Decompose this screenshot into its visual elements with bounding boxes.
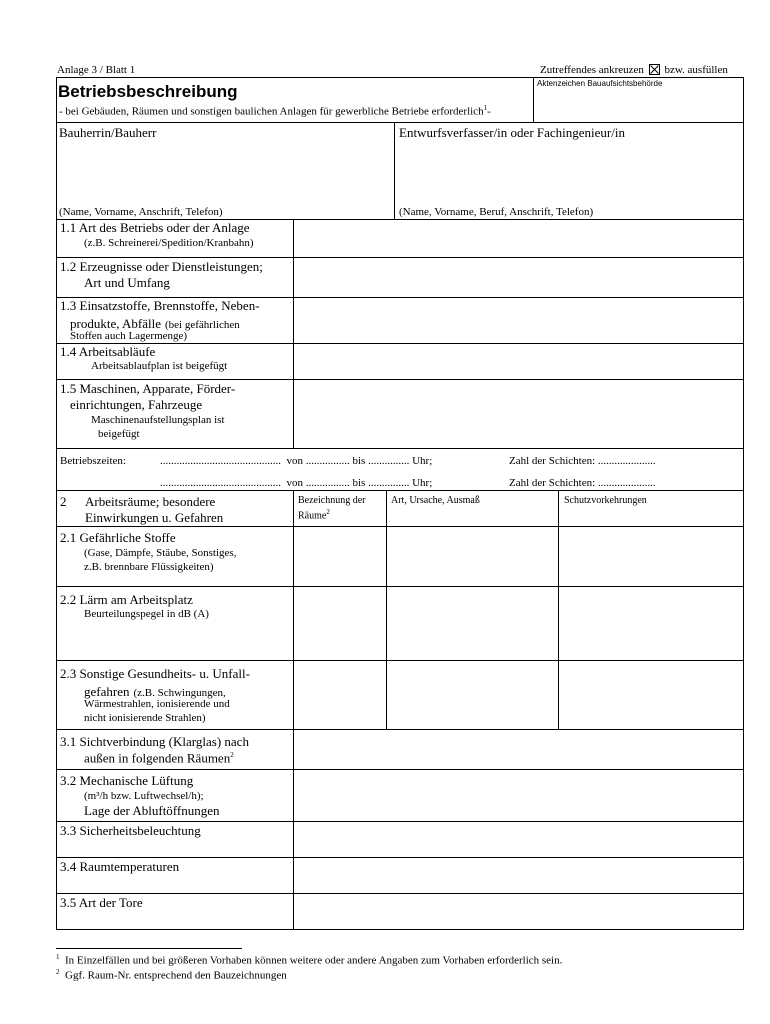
section-2-title: Arbeitsräume; besondere (85, 494, 216, 509)
shift-2-to-label: bis (352, 477, 366, 489)
section-1-4-hint: Arbeitsablaufplan ist beigefügt (91, 360, 228, 372)
section-1-3-title: 1.3 Einsatzstoffe, Brennstoffe, Neben- (60, 298, 260, 313)
shift-1-uhr: Uhr; (412, 455, 433, 467)
section-1-3-field[interactable] (294, 298, 742, 343)
section-2-1-protection-field[interactable] (559, 527, 742, 586)
footnote-1-text: In Einzelfällen und bei größeren Vorhaben können weitere oder andere Angaben zum Vorhaben erforderlich sein. (65, 954, 563, 967)
sheet-label: Anlage 3 / Blatt 1 (57, 64, 136, 76)
section-2-2-protection-field[interactable] (559, 587, 742, 660)
section-2-subtitle: Einwirkungen u. Gefahren (85, 510, 224, 525)
section-3-1-footnote: 2 (230, 751, 234, 759)
footnote-2-mark: 2 (56, 968, 60, 976)
section-2-1-cause-field[interactable] (387, 527, 557, 586)
section-2-2-title: 2.2 Lärm am Arbeitsplatz (60, 592, 193, 607)
shift-count-dots-1: ..................... (597, 455, 656, 467)
shifts-label: Betriebszeiten: (60, 455, 126, 467)
authority-reference-label: Aktenzeichen Bauaufsichtsbehörde (537, 79, 663, 88)
authority-reference-field[interactable] (534, 90, 743, 122)
section-1-2-title: 1.2 Erzeugnisse oder Dienstleistungen; (60, 259, 263, 274)
section-1-3-line2b: (bei gefährlichen (164, 319, 240, 331)
fill-instruction-after: bzw. ausfüllen (664, 64, 728, 76)
section-3-2-line2: (m³/h bzw. Luftwechsel/h); (84, 790, 204, 802)
section-2-2-rooms-field[interactable] (294, 587, 385, 660)
shift-1-from-dots: ................ (305, 455, 350, 467)
subtitle-text: - bei Gebäuden, Räumen und sonstigen baulichen Anlagen für gewerbliche Betriebe erforderlich (59, 105, 484, 118)
designer-field[interactable] (395, 142, 742, 204)
section-2-1-title: 2.1 Gefährliche Stoffe (60, 530, 176, 545)
shifts-row-2[interactable] (160, 477, 432, 490)
owner-hint: (Name, Vorname, Anschrift, Telefon) (59, 206, 223, 218)
section-1-2-subtitle: Art und Umfang (84, 275, 170, 290)
section-2-3-line3: Wärmestrahlen, ionisierende und (84, 698, 230, 710)
shift-count-label-2: Zahl der Schichten: (509, 477, 596, 489)
cause-header: Art, Ursache, Ausmaß (391, 495, 480, 506)
section-3-5-field[interactable] (294, 894, 742, 929)
shift-count-dots-2: ..................... (597, 477, 656, 489)
protection-header: Schutzvorkehrungen (564, 495, 647, 506)
shift-2-name-dots: ............................................ (160, 477, 281, 489)
shift-2-from-dots: ................ (305, 477, 350, 489)
rooms-header-line1: Bezeichnung der (298, 495, 366, 506)
section-2-1-line3: z.B. brennbare Flüssigkeiten) (84, 561, 214, 573)
section-3-4-field[interactable] (294, 858, 742, 893)
shift-count-row-2[interactable] (509, 477, 656, 490)
shift-1-to-dots: ............... (368, 455, 410, 467)
section-2-2-cause-field[interactable] (387, 587, 557, 660)
section-2-3-rooms-field[interactable] (294, 661, 385, 729)
footnote-1 (56, 953, 562, 967)
section-1-1-field[interactable] (294, 220, 742, 257)
checked-box-icon (649, 64, 660, 75)
page-title: Betriebsbeschreibung (58, 82, 238, 101)
section-3-4-title: 3.4 Raumtemperaturen (60, 859, 180, 874)
section-3-2-line3: Lage der Abluftöffnungen (84, 803, 220, 818)
section-2-number: 2 (60, 494, 67, 509)
section-3-5-title: 3.5 Art der Tore (60, 895, 143, 910)
shift-count-row-1[interactable] (509, 455, 656, 468)
section-2-3-cause-field[interactable] (387, 661, 557, 729)
section-1-4-title: 1.4 Arbeitsabläufe (60, 344, 156, 359)
designer-label: Entwurfsverfasser/in oder Fachingenieur/in (399, 125, 625, 140)
section-2-3-title: 2.3 Sonstige Gesundheits- u. Unfall- (60, 666, 250, 681)
section-3-1-line2 (84, 751, 234, 766)
section-1-3-line3: Stoffen auch Lagermenge) (70, 330, 188, 342)
section-3-1-title: 3.1 Sichtverbindung (Klarglas) nach (60, 734, 249, 749)
owner-field[interactable] (57, 142, 393, 204)
section-3-1-line2-text: außen in folgenden Räumen (84, 750, 231, 766)
section-2-1-line2: (Gase, Dämpfe, Stäube, Sonstiges, (84, 547, 237, 559)
shift-1-to-label: bis (352, 455, 366, 467)
shift-1-name-dots: ............................................ (160, 455, 281, 467)
section-1-5-line4: beigefügt (98, 428, 140, 440)
section-1-5-line3: Maschinenaufstellungsplan ist (91, 414, 225, 426)
shifts-row-1[interactable] (160, 455, 432, 468)
shift-2-to-dots: ............... (368, 477, 410, 489)
footnote-1-mark: 1 (56, 953, 60, 961)
shift-1-from-label: von (286, 455, 303, 467)
section-1-5-field[interactable] (294, 380, 742, 448)
fill-instruction (540, 64, 728, 77)
section-1-5-line2: einrichtungen, Fahrzeuge (70, 397, 203, 412)
rooms-header-text: Räume (298, 510, 327, 522)
footnote-divider (56, 948, 242, 949)
section-3-2-field[interactable] (294, 770, 742, 821)
subtitle-end: - (487, 105, 491, 118)
section-1-4-field[interactable] (294, 344, 742, 379)
shift-2-from-label: von (286, 477, 303, 489)
section-2-3-line2a: gefahren (84, 684, 130, 699)
footnote-2 (56, 968, 287, 982)
shift-2-uhr: Uhr; (412, 477, 433, 489)
section-3-1-field[interactable] (294, 730, 742, 769)
owner-label: Bauherrin/Bauherr (59, 125, 157, 140)
section-2-3-protection-field[interactable] (559, 661, 742, 729)
rooms-header-line2 (298, 508, 330, 522)
section-3-3-field[interactable] (294, 822, 742, 857)
designer-hint: (Name, Vorname, Beruf, Anschrift, Telefon) (399, 206, 594, 218)
section-2-2-hint: Beurteilungspegel in dB (A) (84, 608, 209, 620)
section-2-1-rooms-field[interactable] (294, 527, 385, 586)
section-3-2-title: 3.2 Mechanische Lüftung (60, 773, 194, 788)
rooms-header-footnote: 2 (326, 508, 330, 516)
fill-instruction-before: Zutreffendes ankreuzen (540, 64, 644, 76)
section-3-3-title: 3.3 Sicherheitsbeleuchtung (60, 823, 201, 838)
section-1-5-title: 1.5 Maschinen, Apparate, Förder- (60, 381, 236, 396)
section-1-1-title: 1.1 Art des Betriebs oder der Anlage (60, 220, 250, 235)
section-1-3-line2a: produkte, Abfälle (70, 316, 161, 331)
page-subtitle (59, 104, 491, 118)
footnote-2-text: Ggf. Raum-Nr. entsprechend den Bauzeichnungen (65, 969, 287, 982)
section-2-3-line2b: (z.B. Schwingungen, (133, 687, 226, 699)
section-1-1-hint: (z.B. Schreinerei/Spedition/Kranbahn) (84, 237, 254, 249)
subtitle-footnote-mark: 1 (483, 104, 488, 112)
section-1-2-field[interactable] (294, 258, 742, 297)
shift-count-label-1: Zahl der Schichten: (509, 455, 596, 467)
section-2-3-line4: nicht ionisierende Strahlen) (84, 712, 206, 724)
